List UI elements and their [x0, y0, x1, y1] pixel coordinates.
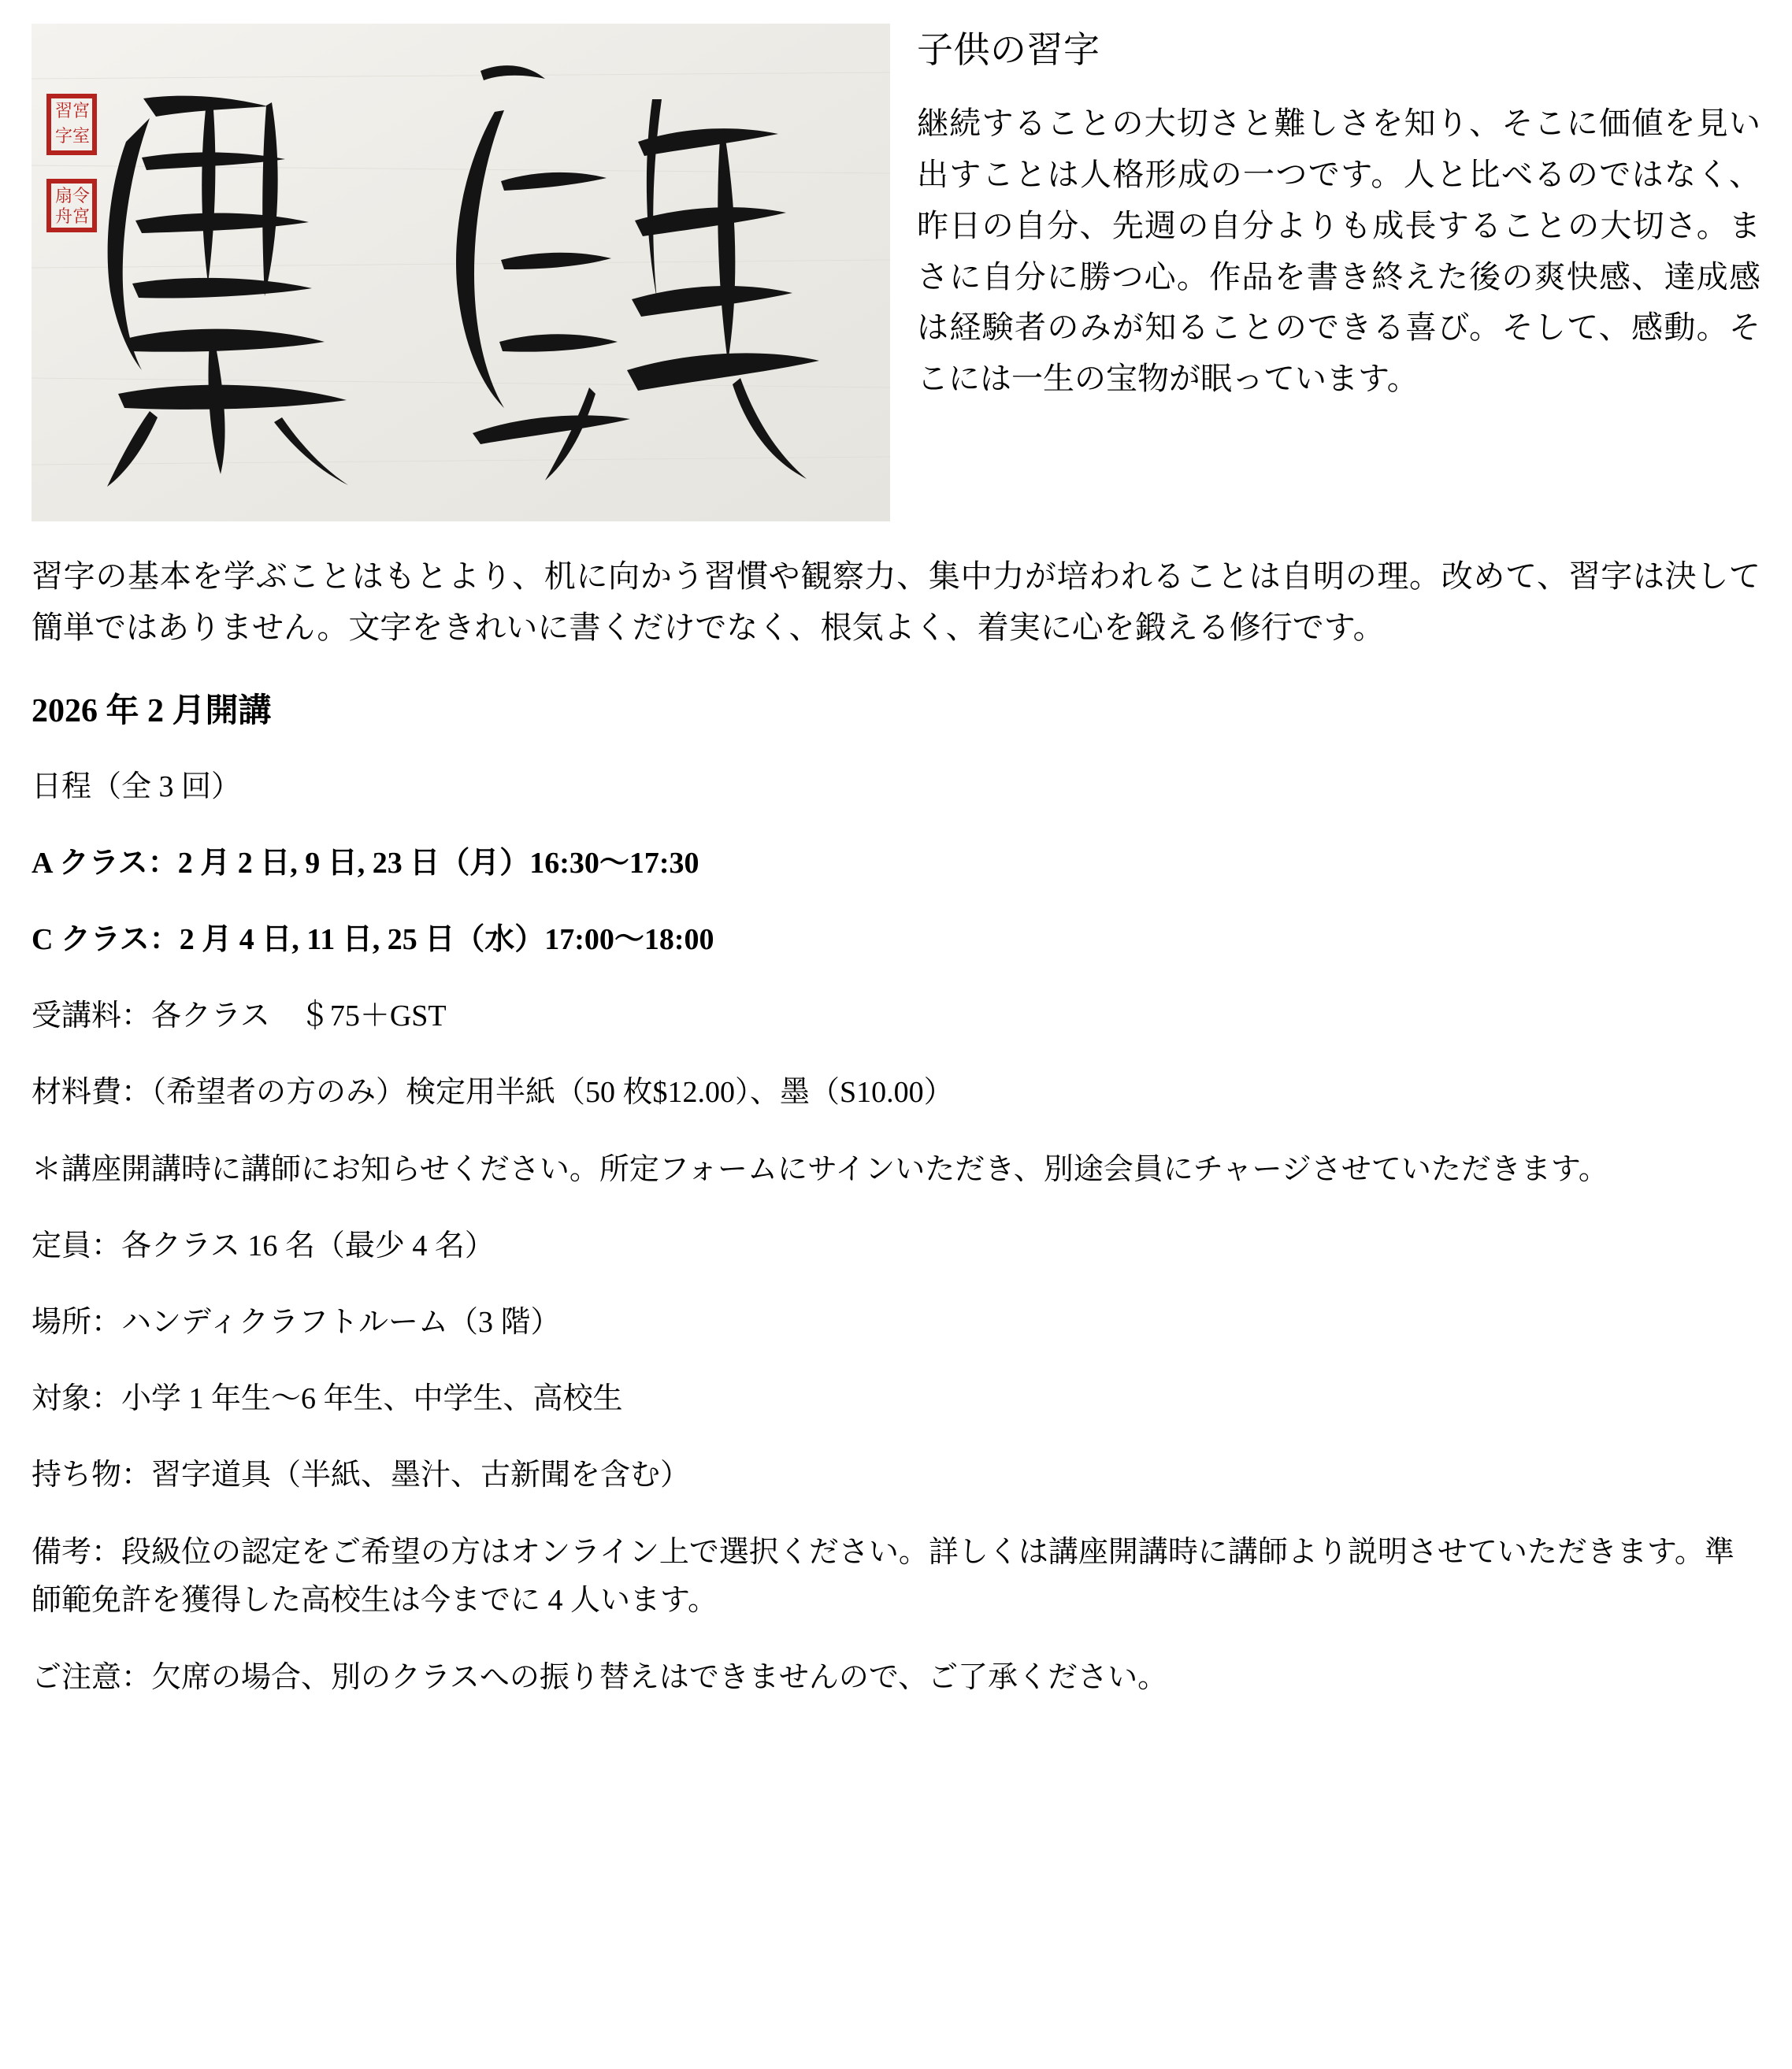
intro-paragraph: 継続することの大切さと難しさを知り、そこに価値を見い出すことは人格形成の一つです。人と比べるのではなく、昨日の自分、先週の自分よりも成長することの大切さ。まさに自分に勝つ心。作品を書き終えた後の爽快感、達成感は経験者のみが知ることのできる喜び。そして、感動。そこには一生の宝物が眠っています。 [917, 106, 1760, 397]
calligraphy-image [32, 24, 890, 521]
schedule-label: 日程（全 3 回） [32, 770, 242, 804]
svg-text:習宮: 習宮 [55, 102, 91, 121]
material-fee: 材料費：（希望者の方のみ）検定用半紙（50 枚$12.00）、墨（S10.00） [32, 1075, 954, 1109]
page-title: 子供の習字 [917, 30, 1100, 70]
remarks: 備考：段級位の認定をご希望の方はオンライン上で選択ください。詳しくは講座開講時に講師より説明させていただきます。準師範免許を獲得した高校生は今までに 4 人います。 [32, 1536, 1734, 1617]
caution-notice: ご注意：欠席の場合、別のクラスへの振り替えはできませんので、ご了承ください。 [32, 1660, 1168, 1694]
artwork-container [32, 24, 890, 521]
material-note: ＊講座開講時に講師にお知らせください。所定フォームにサインいただき、別途会員にチャージさせていただきます。 [32, 1152, 1608, 1186]
class-a-schedule: A クラス：2 月 2 日, 9 日, 23 日（月）16:30〜17:30 [32, 847, 699, 881]
intro-column [917, 24, 1760, 405]
capacity: 定員：各クラス 16 名（最少 4 名） [32, 1229, 495, 1263]
class-c-schedule: C クラス：2 月 4 日, 11 日, 25 日（水）17:00〜18:00 [32, 922, 714, 956]
svg-text:舟宮: 舟宮 [55, 207, 91, 227]
course-fee: 受講料：各クラス ＄75＋GST [32, 999, 447, 1033]
location: 場所：ハンディクラフトルーム（3 階） [32, 1306, 561, 1340]
top-section [32, 24, 1760, 521]
svg-text:字室: 字室 [55, 127, 91, 146]
items-to-bring: 持ち物：習字道具（半紙、墨汁、古新聞を含む） [32, 1459, 691, 1492]
body-paragraph-1: 習字の基本を学ぶことはもとより、机に向かう習慣や観察力、集中力が培われることは自明の理。改めて、習字は決して簡単ではありません。文字をきれいに書くだけでなく、根気よく、着実に心を鍛える修行です。 [32, 558, 1760, 645]
svg-text:扇令: 扇令 [55, 187, 91, 206]
course-start-heading: 2026 年 2 月開講 [32, 692, 272, 729]
body-section [32, 551, 1760, 1700]
target-audience: 対象：小学 1 年生〜6 年生、中学生、高校生 [32, 1382, 623, 1416]
